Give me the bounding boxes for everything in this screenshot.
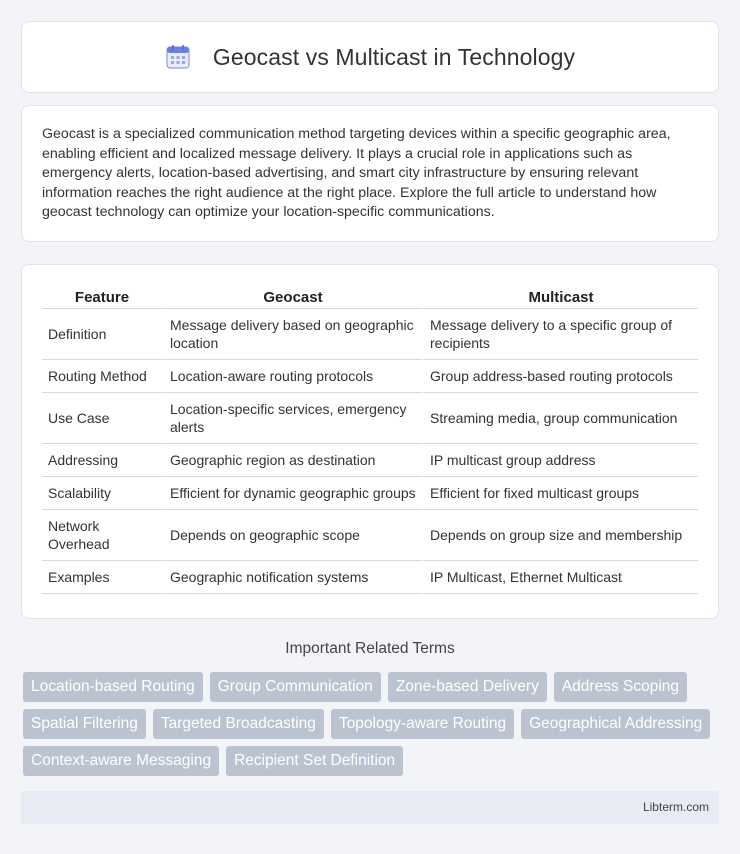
multicast-cell: IP multicast group address — [422, 444, 698, 477]
header-geocast: Geocast — [162, 283, 422, 309]
comparison-table-card — [21, 264, 719, 619]
table-row — [42, 561, 698, 594]
related-term-tag[interactable]: Targeted Broadcasting — [153, 709, 324, 739]
table-row — [42, 510, 698, 561]
related-term-tag[interactable]: Location-based Routing — [23, 672, 203, 702]
multicast-cell: Message delivery to a specific group of recipients — [422, 309, 698, 360]
geocast-cell: Message delivery based on geographic location — [162, 309, 422, 360]
geocast-cell: Geographic notification systems — [162, 561, 422, 594]
feature-cell: Use Case — [42, 393, 162, 444]
table-row — [42, 360, 698, 393]
intro-card — [21, 105, 719, 242]
feature-cell: Definition — [42, 309, 162, 360]
feature-cell: Addressing — [42, 444, 162, 477]
related-term-tag[interactable]: Address Scoping — [554, 672, 687, 702]
multicast-cell: Group address-based routing protocols — [422, 360, 698, 393]
geocast-cell: Efficient for dynamic geographic groups — [162, 477, 422, 510]
page-title: Geocast vs Multicast in Technology — [212, 43, 576, 70]
calendar-icon — [165, 44, 191, 70]
table-row — [42, 309, 698, 360]
footer-site-link[interactable]: Libterm.com — [642, 800, 709, 814]
related-terms-title: Important Related Terms — [285, 640, 455, 657]
related-term-tag[interactable]: Recipient Set Definition — [226, 746, 403, 776]
related-term-tag[interactable]: Topology-aware Routing — [331, 709, 514, 739]
header-feature: Feature — [42, 283, 162, 309]
table-row — [42, 393, 698, 444]
comparison-table — [42, 283, 698, 594]
related-terms-list — [23, 672, 723, 776]
header-multicast: Multicast — [422, 283, 698, 309]
multicast-cell: Efficient for fixed multicast groups — [422, 477, 698, 510]
geocast-cell: Location-aware routing protocols — [162, 360, 422, 393]
geocast-cell: Geographic region as destination — [162, 444, 422, 477]
related-term-tag[interactable]: Zone-based Delivery — [388, 672, 547, 702]
feature-cell: Network Overhead — [42, 510, 162, 561]
feature-cell: Scalability — [42, 477, 162, 510]
related-term-tag[interactable]: Geographical Addressing — [521, 709, 710, 739]
table-row — [42, 477, 698, 510]
title-card — [21, 21, 719, 93]
multicast-cell: IP Multicast, Ethernet Multicast — [422, 561, 698, 594]
geocast-cell: Depends on geographic scope — [162, 510, 422, 561]
feature-cell: Routing Method — [42, 360, 162, 393]
feature-cell: Examples — [42, 561, 162, 594]
table-row — [42, 444, 698, 477]
multicast-cell: Streaming media, group communication — [422, 393, 698, 444]
related-term-tag[interactable]: Spatial Filtering — [23, 709, 146, 739]
related-term-tag[interactable]: Group Communication — [210, 672, 381, 702]
intro-paragraph: Geocast is a specialized communication method targeting devices within a specific geographic area, enabling efficient and localized message delivery. It plays a crucial role in applications such as emergency alerts, location-based advertising, and smart city infrastructure by ensuring relevant information reaches the right audience at the right place. Explore the full article to understand how geocast technology can optimize your location-specific communications. — [42, 126, 671, 220]
geocast-cell: Location-specific services, emergency alerts — [162, 393, 422, 444]
multicast-cell: Depends on group size and membership — [422, 510, 698, 561]
table-header-row — [42, 283, 698, 309]
footer — [21, 791, 719, 824]
related-term-tag[interactable]: Context-aware Messaging — [23, 746, 219, 776]
